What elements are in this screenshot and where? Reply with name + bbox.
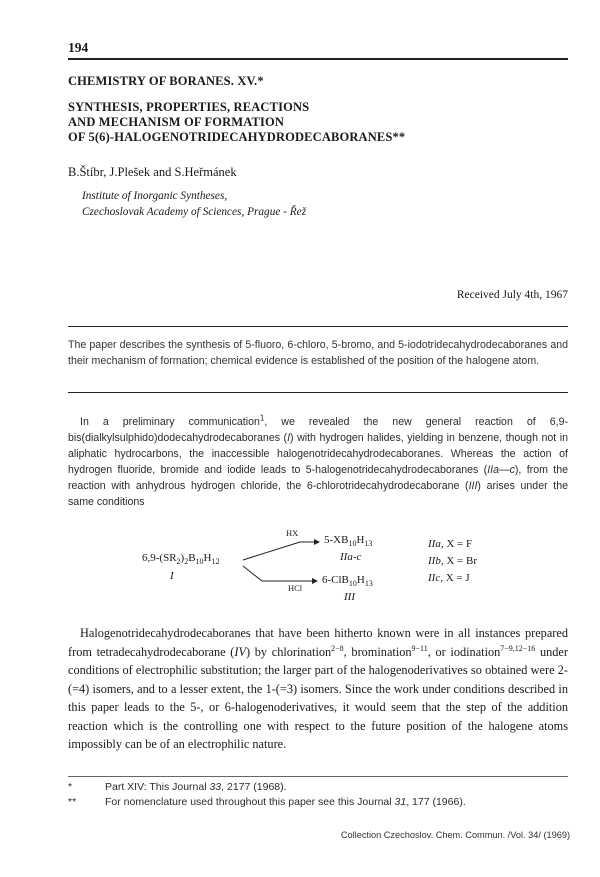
reagent-hx: HX (286, 528, 299, 538)
product-bottom-label: III (344, 591, 355, 603)
compound-label-IV: IV (234, 644, 246, 659)
body-text-4: , or iodination (427, 644, 501, 659)
header-rule (68, 58, 568, 60)
body-ref-c: 7−9,12−16 (500, 643, 536, 653)
affiliation-line-2: Czechoslovak Academy of Sciences, Prague - Řež (82, 206, 307, 218)
journal-footer: Collection Czechoslov. Chem. Commun. /Vol. 34/ (1969) (340, 830, 570, 840)
footnote-text: For nomenclature used throughout this paper see this Journal 31, 177 (1966). (105, 796, 466, 808)
footnotes (68, 780, 568, 810)
intro-ref-1: 1 (259, 413, 265, 423)
abstract-rule-bottom (68, 392, 568, 393)
title-block (68, 74, 568, 145)
abstract: The paper describes the synthesis of 5-fluoro, 6-chloro, 5-bromo, and 5-iodotridecahydrodecaboranes and their mechanism of formation; chemical evidence is established of the position of the halogene atom. (68, 339, 568, 367)
footnote-text: Part XIV: This Journal 33, 2177 (1968). (105, 781, 287, 793)
reactant-formula: $6,9-(SR_2)_2B_{10}H_{12}$ (142, 552, 220, 567)
definition-IIc: IIc, X = J (428, 572, 470, 584)
reaction-scheme (0, 520, 600, 610)
body-text-5: under conditions of electrophilic substitution; the larger part of the halogenoderivatives so obtained were 2-(=4) isomers, and to a lesser extent, the 1-(=3) isomers. Since the work under conditions described in this paper leads to the 5-, or 6-halogenoderivatives, it would seem that the step of the addition reaction which is the controlling one with respect to the future position of the halogene atoms impossibly can be of an electrophilic nature. (68, 644, 568, 751)
compound-label-IIac: IIa—c (487, 464, 515, 476)
arrow-lower-branch (243, 566, 262, 581)
title-line-2: AND MECHANISM OF FORMATION (68, 115, 285, 129)
body-text-1: Halogenotridecahydrodecaboranes that have been hitherto known were in all instances prepared from tetradecahydrodecaborane ( (68, 626, 568, 659)
footnote-rule (68, 776, 568, 777)
affiliation-line-1: Institute of Inorganic Syntheses, (82, 190, 228, 202)
reaction-arrows (0, 520, 600, 610)
arrow-upper-head (314, 539, 320, 545)
footnote-mark: ** (68, 796, 77, 808)
compound-label-I: I (287, 432, 291, 444)
definition-IIa: IIa, X = F (428, 538, 473, 550)
authors: B.Štíbr, J.Plešek and S.Heřmánek (68, 165, 237, 179)
body-ref-b: 9−11 (411, 643, 428, 653)
page-number: 194 (68, 40, 89, 55)
intro-text-2: , we revealed the new general reaction of 6,9-bis(dialkylsulphido)dodecahydrodecaboranes ( (68, 416, 568, 444)
arrow-lower-head (312, 578, 318, 584)
series-title: CHEMISTRY OF BORANES. XV.* (68, 74, 264, 88)
title-line-1: SYNTHESIS, PROPERTIES, REACTIONS (68, 100, 310, 114)
product-top-formula: $5-XB_{10}H_{13}$ (324, 534, 373, 549)
reactant-label: I (170, 570, 174, 582)
intro-text-1: In a preliminary communication (80, 416, 260, 428)
product-top-label: IIa-c (340, 551, 362, 563)
definition-IIb: IIb, X = Br (428, 555, 477, 567)
compound-label-III: III (468, 480, 478, 492)
intro-text-5: ) arises under the same conditions (68, 480, 568, 508)
intro-paragraph (68, 414, 568, 510)
body-text-2: ) by chlorination (246, 644, 332, 659)
product-bottom-formula: $6-ClB_{10}H_{13}$ (322, 574, 373, 589)
footnote-mark: * (68, 781, 73, 793)
arrow-upper-branch (243, 542, 300, 560)
body-paragraph (68, 624, 568, 754)
reagent-hcl: HCl (288, 583, 303, 593)
received-date: Received July 4th, 1967 (456, 289, 568, 301)
abstract-rule-top (68, 326, 568, 327)
intro-text-3: ) with hydrogen halides, yielding in benzene, though not in aliphatic hydrocarbons, the inaccessible halogenotridecahydrodecaboranes. Whereas the action of hydrogen fluoride, bromide and iodide leads to 5-halogenotridecahydrodecaboranes ( (68, 432, 568, 476)
footnote-2 (68, 795, 568, 810)
title-line-3: OF 5(6)-HALOGENOTRIDECAHYDRODECABORANES** (68, 130, 406, 144)
affiliation (82, 188, 306, 220)
body-text-3: , bromination (343, 644, 412, 659)
footnote-1 (68, 780, 568, 795)
intro-text-4: ), from the reaction with anhydrous hydrogen chloride, the 6-chlorotridecahydrodecaborane ( (68, 464, 568, 492)
body-ref-a: 2−8 (331, 643, 344, 653)
